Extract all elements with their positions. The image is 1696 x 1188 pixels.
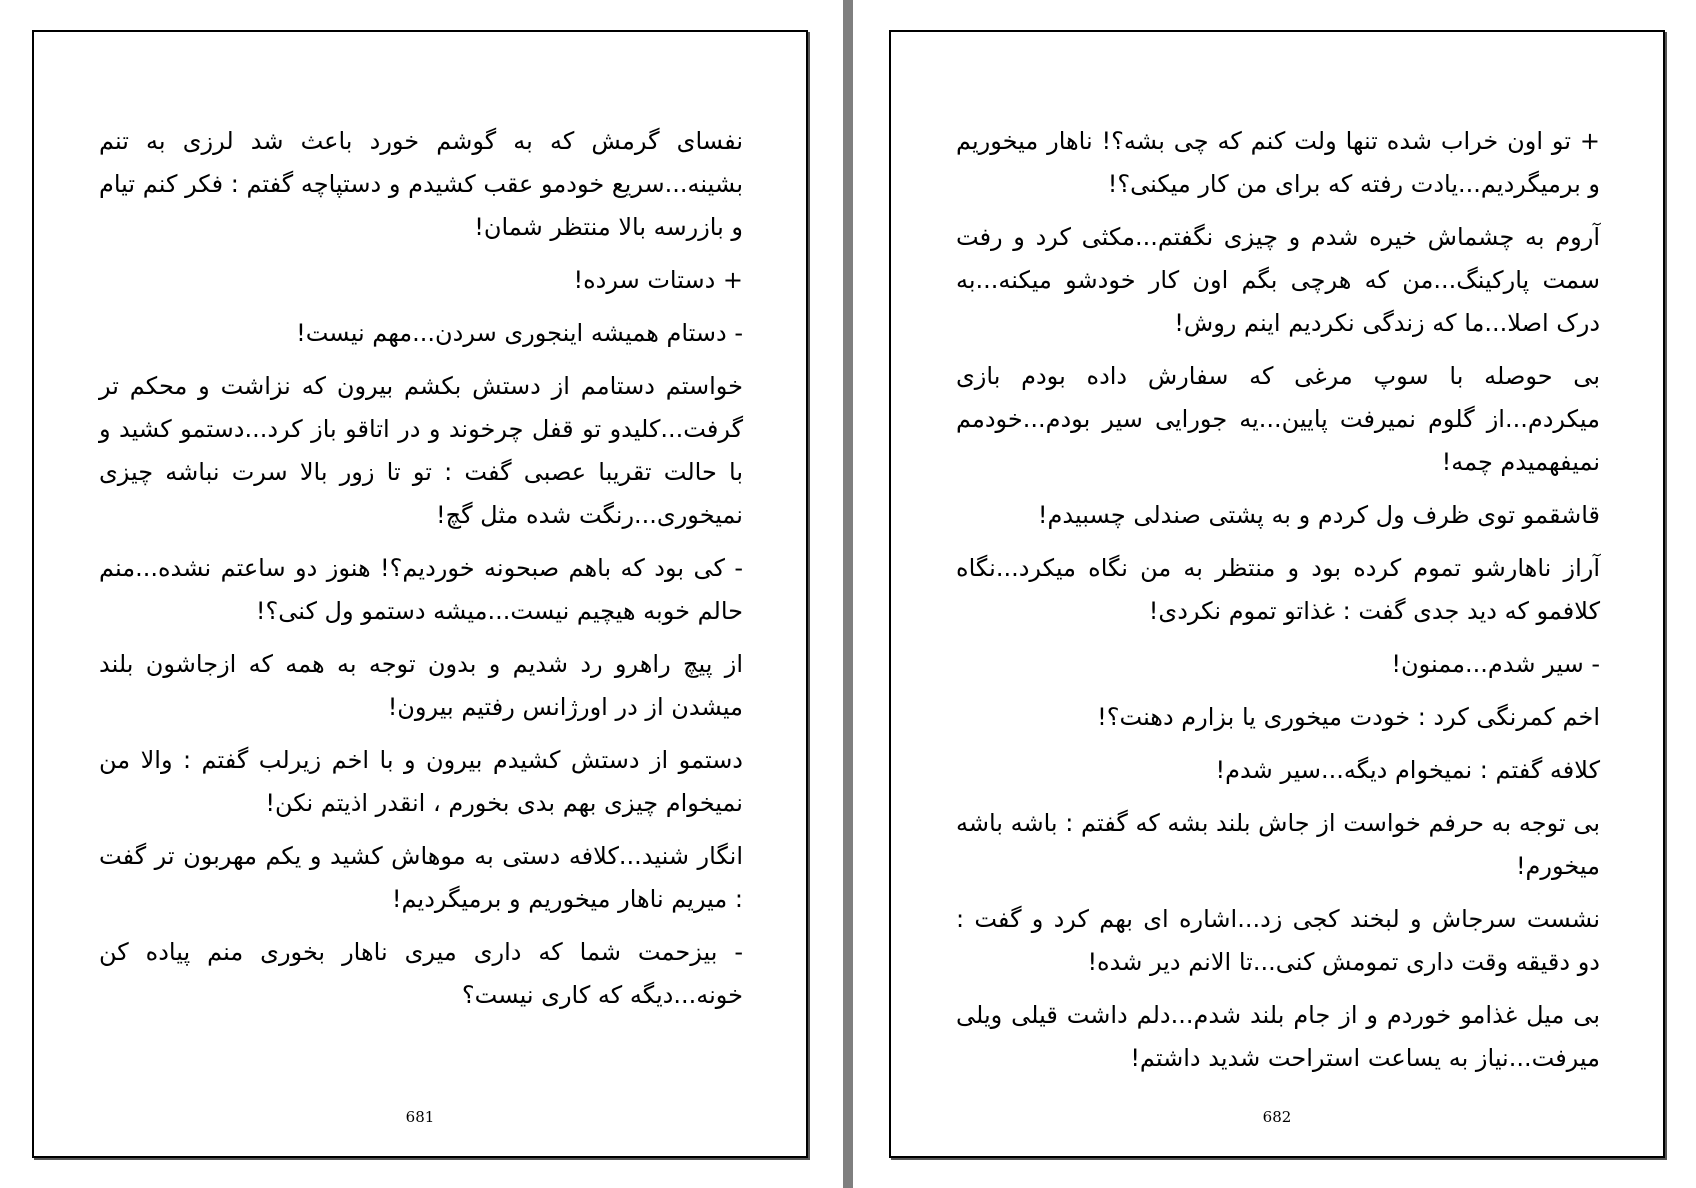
paragraph: از پیچ راهرو رد شدیم و بدون توجه به همه که ازجاشون بلند میشدن از در اورژانس رفتیم بیرون!	[99, 650, 743, 721]
paragraph: خواستم دستامم از دستش بکشم بیرون که نزاشت و محکم تر گرفت...کلیدو تو قفل چرخوند و در اتاقو باز کرد...دستمو کشید و با حالت تقریبا عصبی گفت : تو تا زور بالا سرت نباشه چیزی نمیخوری...رنگت شده مثل گچ!	[99, 372, 743, 529]
paragraph: بی توجه به حرفم خواست از جاش بلند بشه که گفتم : باشه باشه میخورم!	[956, 809, 1600, 880]
paragraph: انگار شنید...کلافه دستی به موهاش کشید و یکم مهربون تر گفت : میریم ناهار میخوریم و برمیگردیم!	[99, 842, 743, 913]
right-page	[889, 30, 1665, 1158]
spread-gutter	[843, 0, 853, 1188]
page-number: 681	[405, 1108, 435, 1126]
paragraph: آراز ناهارشو تموم کرده بود و منتظر به من نگاه میکرد...نگاه کلافمو که دید جدی گفت : غذاتو تموم نکردی!	[956, 554, 1600, 625]
right-page-text	[956, 120, 1600, 1090]
paragraph: اخم کمرنگی کرد : خودت میخوری یا بزارم دهنت؟!	[1097, 703, 1600, 731]
paragraph: بی حوصله با سوپ مرغی که سفارش داده بودم بازی میکردم...از گلوم نمیرفت پایین...یه جورایی سیر بودم...خودمم نمیفهمیدم چمه!	[956, 362, 1600, 476]
paragraph: آروم به چشماش خیره شدم و چیزی نگفتم...مکثی کرد و رفت سمت پارکینگ...من که هرچی بگم اون کار خودشو میکنه...به درک اصلا...ما که زندگی نکردیم اینم روش!	[956, 223, 1600, 337]
left-page-text	[99, 120, 743, 1027]
paragraph: - دستام همیشه اینجوری سردن...مهم نیست!	[296, 319, 743, 347]
paragraph: قاشقمو توی ظرف ول کردم و به پشتی صندلی چسبیدم!	[1037, 501, 1600, 529]
paragraph: - بیزحمت شما که داری میری ناهار بخوری منم پیاده کن خونه...دیگه که کاری نیست؟	[99, 938, 743, 1009]
paragraph: + دستات سرده!	[573, 266, 743, 294]
paragraph: کلافه گفتم : نمیخوام دیگه...سیر شدم!	[1215, 756, 1600, 784]
paragraph: بی میل غذامو خوردم و از جام بلند شدم...دلم داشت قیلی ویلی میرفت...نیاز به یساعت استراحت شدید داشتم!	[956, 1001, 1600, 1072]
paragraph: + تو اون خراب شده تنها ولت کنم که چی بشه؟! ناهار میخوریم و برمیگردیم...یادت رفته که برای من کار میکنی؟!	[956, 127, 1600, 198]
paragraph: نفسای گرمش که به گوشم خورد باعث شد لرزی به تنم بشینه...سریع خودمو عقب کشیدم و دستپاچه گفتم : فکر کنم تیام و بازرسه بالا منتظر شمان!	[99, 127, 743, 241]
paragraph: نشست سرجاش و لبخند کجی زد...اشاره ای بهم کرد و گفت : دو دقیقه وقت داری تمومش کنی...تا الانم دیر شده!	[956, 905, 1600, 976]
paragraph: - کی بود که باهم صبحونه خوردیم؟! هنوز دو ساعتم نشده...منم حالم خوبه هیچیم نیست...میشه دستمو ول کنی؟!	[99, 554, 743, 625]
left-page	[32, 30, 808, 1158]
paragraph: دستمو از دستش کشیدم بیرون و با اخم زیرلب گفتم : والا من نمیخوام چیزی بهم بدی بخورم ، انقدر اذیتم نکن!	[99, 746, 743, 817]
paragraph: - سیر شدم...ممنون!	[1391, 650, 1600, 678]
page-number: 682	[1262, 1108, 1292, 1126]
